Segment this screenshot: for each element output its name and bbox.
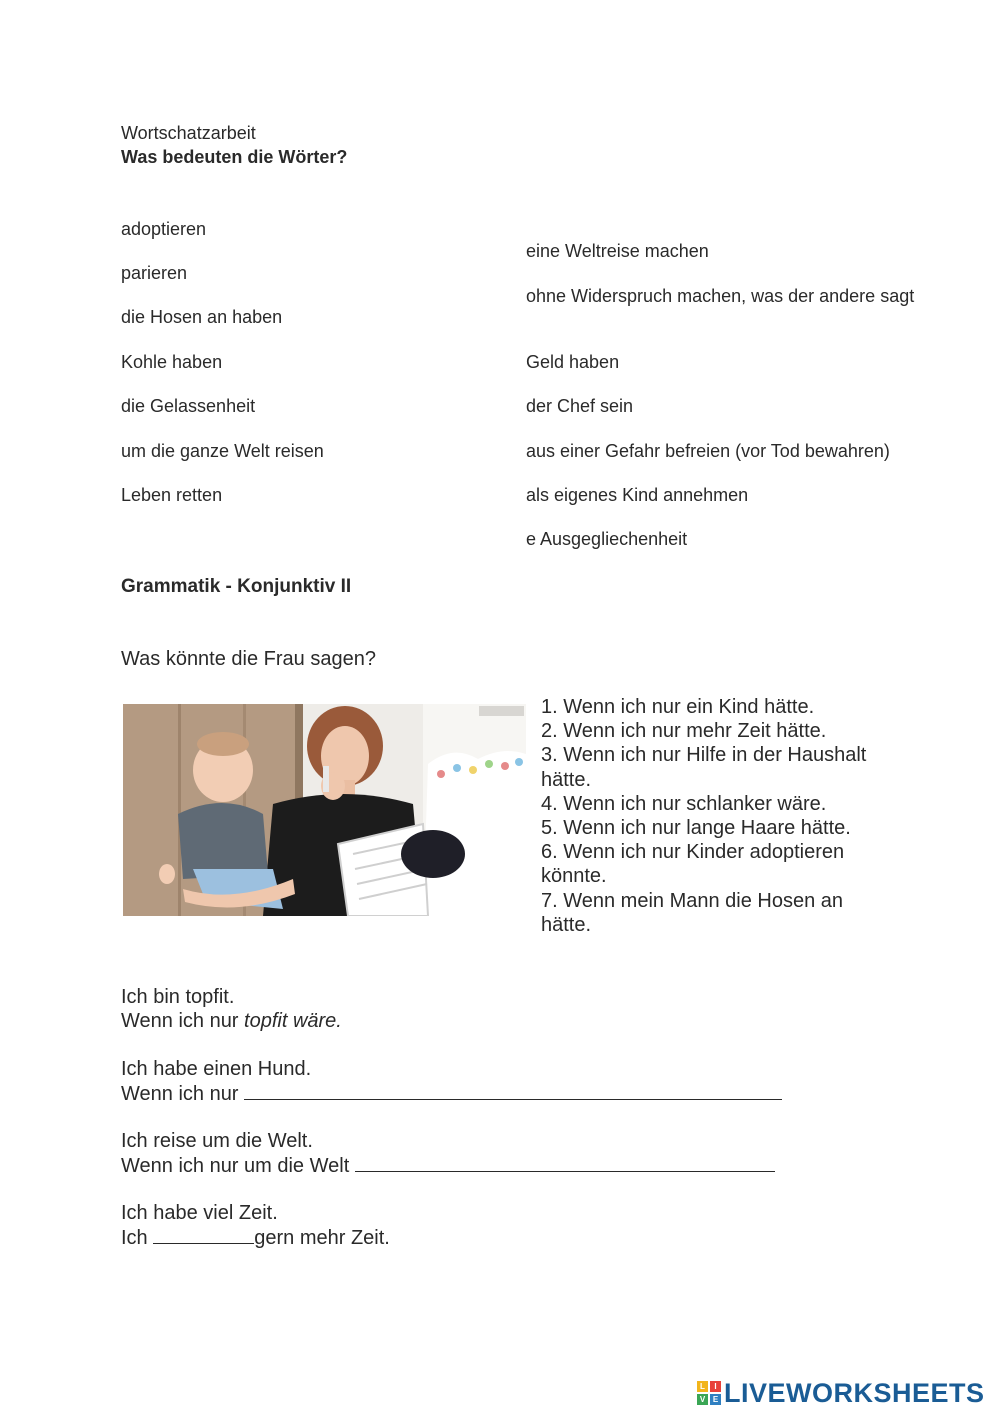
vocab-left-item[interactable]: parieren [121,263,188,283]
logo-tile: V [697,1394,708,1405]
exercise-prefix: Ich [121,1227,154,1249]
page-title: Was bedeuten die Wörter? [121,147,348,167]
vocab-right-item[interactable]: Geld haben [526,352,620,372]
vocab-right-item[interactable]: eine Weltreise machen [526,241,709,261]
vocab-right-item[interactable]: aus einer Gefahr befreien (vor Tod bewahren) [526,441,890,461]
logo-text: LIVEWORKSHEETS [724,1377,985,1408]
exercise-answer-line [121,1081,782,1106]
exercise-answer-line [121,1153,775,1178]
vocab-right-item[interactable]: ohne Widerspruch machen, was der andere sagt [526,286,915,306]
vocab-right-item[interactable]: als eigenes Kind annehmen [526,485,749,505]
exercise-prefix: Wenn ich nur um die Welt [121,1155,355,1177]
exercise-answer-line [121,1009,342,1033]
option-item[interactable]: 7. Wenn mein Mann die Hosen an hätte. [541,889,844,936]
option-item[interactable]: 6. Wenn ich nur Kinder adoptieren könnte. [541,841,845,888]
option-item[interactable]: 3. Wenn ich nur Hilfe in der Haushalt hätte. [541,744,867,791]
vocab-right-item[interactable]: der Chef sein [526,396,634,416]
exercise-statement: Ich bin topfit. [121,986,235,1008]
exercise-prefix: Wenn ich nur [121,1083,245,1105]
vocab-left-item[interactable]: Kohle haben [121,352,223,372]
answer-blank[interactable] [153,1225,254,1244]
logo-mark-icon [697,1381,721,1405]
option-item[interactable]: 1. Wenn ich nur ein Kind hätte. [541,696,815,718]
vocab-left-item[interactable]: um die ganze Welt reisen [121,441,324,461]
exercise-suffix: gern mehr Zeit. [254,1227,390,1249]
mother-with-baby-photo [123,704,526,916]
option-item[interactable]: 4. Wenn ich nur schlanker wäre. [541,792,827,815]
logo-tile: E [710,1394,721,1405]
answer-blank[interactable] [244,1081,782,1100]
vocab-left-item[interactable]: Leben retten [121,485,223,505]
exercise-statement: Ich habe einen Hund. [121,1058,312,1080]
option-item[interactable]: 5. Wenn ich nur lange Haare hätte. [541,817,851,840]
answer-options [541,695,881,937]
exercise-answer-line [121,1225,390,1250]
logo-tile: L [697,1381,708,1392]
grammar-title: Grammatik - Konjunktiv II [121,576,352,597]
grammar-question: Was könnte die Frau sagen? [121,648,376,670]
example-answer: topfit wäre. [244,1010,342,1032]
vocab-right-item[interactable]: e Ausgegliechenheit [526,529,688,549]
logo-tile: I [710,1381,721,1392]
answer-blank[interactable] [355,1153,775,1172]
section-subtitle: Wortschatzarbeit [121,123,256,143]
option-item[interactable]: 2. Wenn ich nur mehr Zeit hätte. [541,720,827,743]
exercise-prefix: Wenn ich nur [121,1010,245,1032]
vocab-left-item[interactable]: adoptieren [121,219,207,239]
exercise-statement: Ich reise um die Welt. [121,1130,313,1152]
exercise-statement: Ich habe viel Zeit. [121,1202,278,1224]
vocab-left-item[interactable]: die Hosen an haben [121,307,283,327]
vocab-left-item[interactable]: die Gelassenheit [121,396,256,416]
liveworksheets-logo [697,1378,985,1408]
